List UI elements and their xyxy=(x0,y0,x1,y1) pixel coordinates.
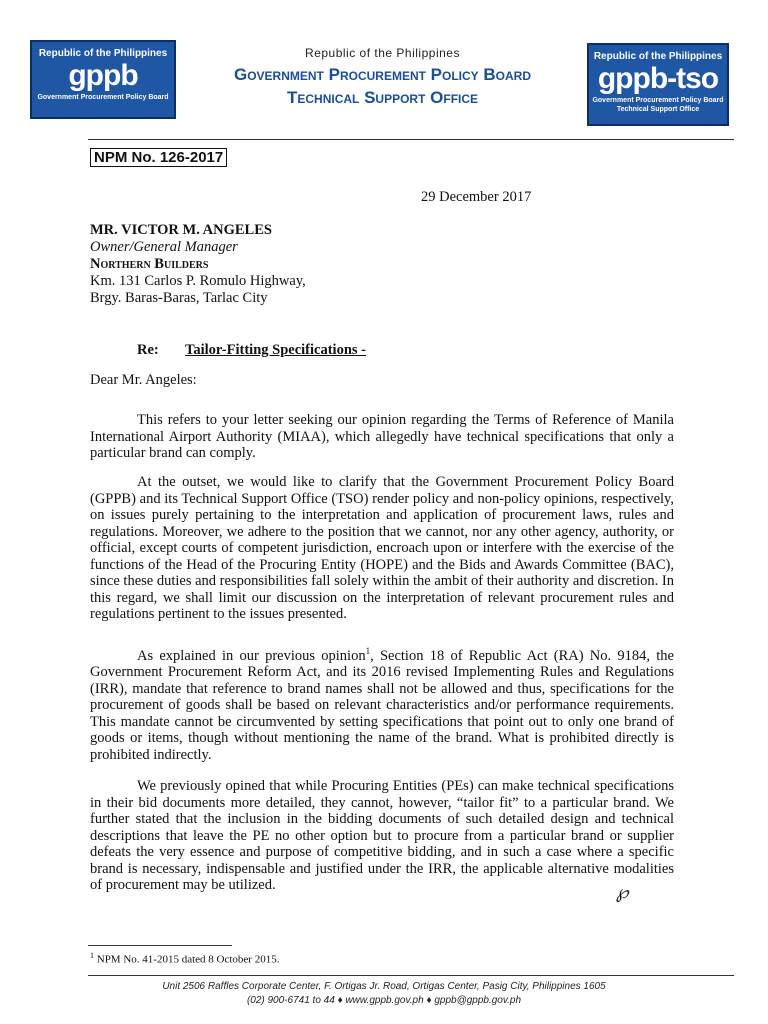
agency-name: Government Procurement Policy Board xyxy=(233,65,531,84)
paragraph-3-text-end: , Section 18 of Republic Act (RA) No. 9184, the Government Procurement Reform Act, and its 2016 revised Implementing Rules and Regulations (IRR), mandate that reference to brand names shall not be allowed and thus, specifications for the procurement of goods shall be based on relevant characteristics and/or performance requirements. This mandate cannot be circumvented by setting specifications that point out to only one brand of goods or items, though without mentioning the name of the brand. What is prohibited directly is prohibited indirectly. xyxy=(90,647,674,763)
body-paragraph-1: This refers to your letter seeking our opinion regarding the Terms of Reference of Manila International Airport Authority (MIAA), which allegedly have technical specifications that only a particular brand can comply. xyxy=(90,412,674,461)
footer-separator-icon: ♦ xyxy=(426,995,432,1006)
logo-left-mark: gppb xyxy=(68,59,138,92)
paragraph-3-text-start: As explained in our previous opinion xyxy=(137,647,366,664)
logo-right-bottom-text: Government Procurement Policy Board Technical Support Office xyxy=(592,97,724,113)
body-paragraph-3 xyxy=(90,643,674,763)
footer-divider xyxy=(88,975,734,976)
footer-address: Unit 2506 Raffles Corporate Center, F. Ortigas Jr. Road, Ortigas Center, Pasig City, Philippines 1605 xyxy=(162,981,606,992)
addressee-address-2: Brgy. Baras-Baras, Tarlac City xyxy=(90,290,268,306)
subject-text: Tailor-Fitting Specifications - xyxy=(185,342,366,358)
footer-contacts xyxy=(0,995,768,1006)
header-divider xyxy=(88,139,734,140)
addressee-address-1: Km. 131 Carlos P. Romulo Highway, xyxy=(90,273,306,289)
addressee-name: MR. VICTOR M. ANGELES xyxy=(90,222,272,238)
reference-number: NPM No. 126-2017 xyxy=(90,148,227,167)
footer-phone: (02) 900-6741 to 44 xyxy=(246,995,335,1006)
logo-left-bottom-text: Government Procurement Policy Board xyxy=(37,94,169,101)
salutation: Dear Mr. Angeles: xyxy=(90,372,197,388)
footer-website: www.gppb.gov.ph xyxy=(345,995,424,1006)
gppb-logo xyxy=(30,40,176,119)
office-name: Technical Support Office xyxy=(286,88,479,107)
footnote-divider xyxy=(88,945,232,946)
country-name: Republic of the Philippines xyxy=(305,46,460,60)
letter-date: 29 December 2017 xyxy=(421,189,532,205)
footer-email: gppb@gppb.gov.ph xyxy=(434,995,522,1006)
gppb-tso-logo xyxy=(587,43,729,126)
footnote-mark: 1 xyxy=(90,951,94,960)
body-paragraph-2: At the outset, we would like to clarify that the Government Procurement Policy Board (GPPB) and its Technical Support Office (TSO) render policy and non-policy opinions, respectively, on issues purely pertaining to the interpretation and application of procurement laws, rules and regulations. Moreover, we adhere to the position that we cannot, nor any other agency, authority, or official, except courts of competent jurisdiction, encroach upon or interfere with the exercise of the functions of the Head of the Procuring Entity (HOPE) and the Bids and Awards Committee (BAC), since these duties and responsibilities fall solely within the ambit of their authority and discretion. In this regard, we shall limit our discussion on the interpretation of relevant procurement rules and regulations pertinent to the issues presented. xyxy=(90,474,674,622)
footnote-text: NPM No. 41-2015 dated 8 October 2015. xyxy=(96,953,280,966)
logo-left-top-text: Republic of the Philippines xyxy=(38,48,168,59)
logo-right-top-text: Republic of the Philippines xyxy=(593,51,723,62)
footnote xyxy=(90,951,279,966)
addressee-company: Northern Builders xyxy=(90,256,209,272)
logo-right-mark: gppb-tso xyxy=(597,62,719,95)
handwritten-initial-mark: ℘ xyxy=(616,882,629,903)
footnote-reference: 1 xyxy=(365,646,371,656)
subject-label: Re: xyxy=(137,342,159,358)
body-paragraph-4: We previously opined that while Procuring Entities (PEs) can make technical specifications in their bid documents more detailed, they cannot, however, “tailor fit” to a particular brand. We further stated that the inclusion in the bidding documents of such detailed design and technical descriptions that leave the PE no other option but to procure from a particular brand or supplier defeats the very essence and purpose of competitive bidding, and in such a case where a specific brand is necessary, indispensable and justified under the IRR, the applicable alternative modalities of procurement may be utilized. xyxy=(90,778,674,893)
addressee-title: Owner/General Manager xyxy=(90,239,238,255)
footer-separator-icon: ♦ xyxy=(337,995,343,1006)
